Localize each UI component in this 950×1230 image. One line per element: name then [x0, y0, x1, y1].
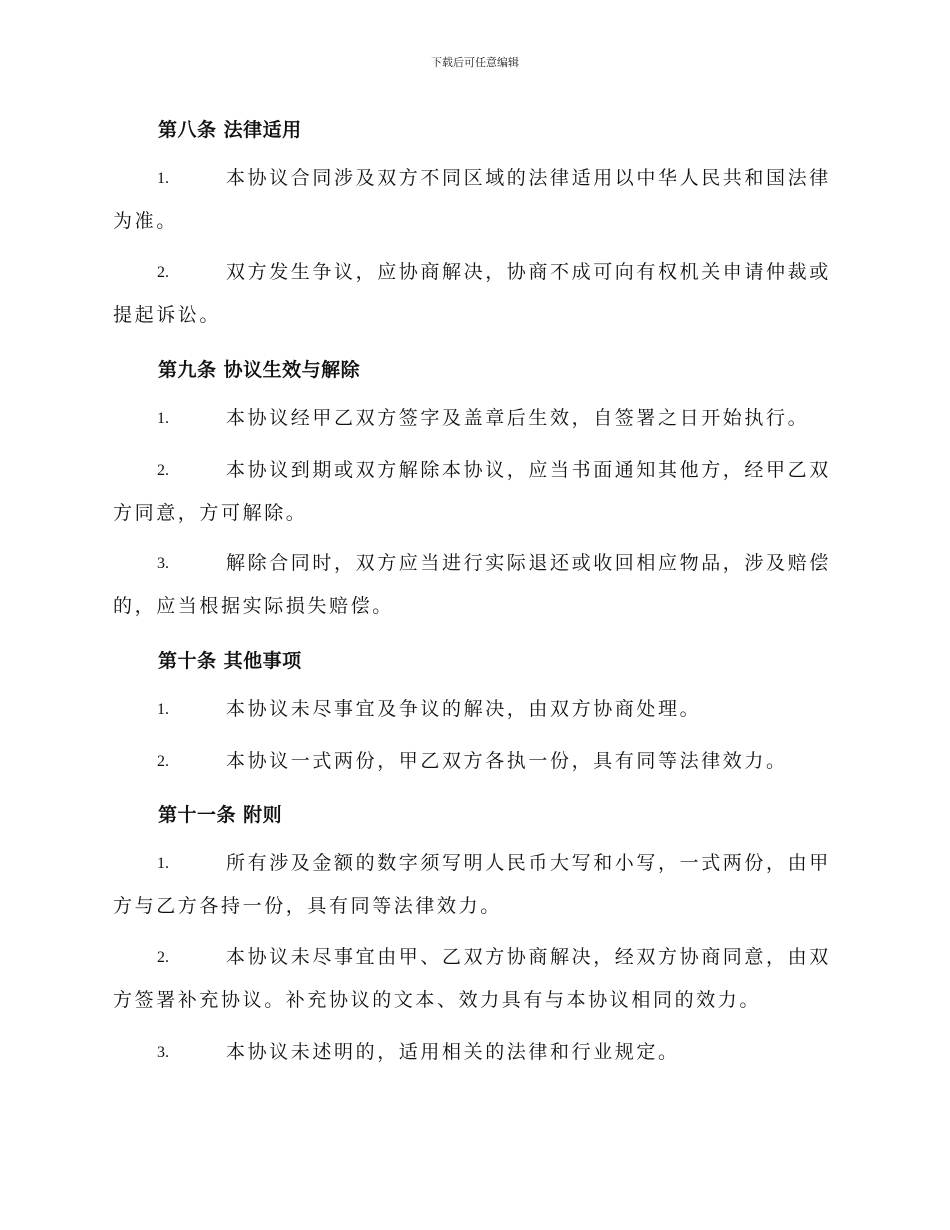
clause-number: 3. [157, 555, 169, 572]
clause-9-1 [113, 397, 833, 440]
clause-number: 1. [157, 410, 169, 427]
clause-text: 本协议未尽事宜及争议的解决，由双方协商处理。 [226, 698, 702, 720]
clause-11-3 [113, 1031, 833, 1074]
clause-number: 2. [157, 264, 169, 281]
clause-text: 本协议一式两份，甲乙双方各执一份，具有同等法律效力。 [226, 750, 788, 772]
page-header-note: 下载后可任意编辑 [431, 56, 519, 69]
clause-text: 本协议合同涉及双方不同区域的法律适用以中华人民共和国法律为准。 [113, 167, 831, 232]
clause-number: 1. [157, 701, 169, 718]
clause-number: 1. [157, 170, 169, 187]
clause-text: 本协议经甲乙双方签字及盖章后生效，自签署之日开始执行。 [226, 407, 810, 429]
section-title-9: 第九条 协议生效与解除 [158, 359, 361, 381]
clause-number: 2. [157, 949, 169, 966]
clause-text: 本协议未述明的，适用相关的法律和行业规定。 [226, 1041, 680, 1063]
clause-10-1 [113, 688, 833, 731]
clause-text: 本协议未尽事宜由甲、乙双方协商解决，经双方协商同意，由双方签署补充协议。补充协议的文本、效力具有与本协议相同的效力。 [113, 946, 831, 1011]
clause-number: 1. [157, 855, 169, 872]
clause-9-3 [113, 542, 833, 628]
clause-number: 3. [157, 1044, 169, 1061]
clause-11-2 [113, 936, 833, 1022]
clause-text: 所有涉及金额的数字须写明人民币大写和小写，一式两份，由甲方与乙方各持一份，具有同等法律效力。 [113, 852, 831, 917]
section-title-11: 第十一条 附则 [158, 804, 283, 826]
clause-11-1 [113, 842, 833, 928]
section-title-8: 第八条 法律适用 [158, 119, 302, 141]
clause-text: 本协议到期或双方解除本协议，应当书面通知其他方，经甲乙双方同意，方可解除。 [113, 459, 831, 524]
clause-8-1 [113, 157, 833, 243]
clause-number: 2. [157, 462, 169, 479]
clause-10-2 [113, 740, 833, 783]
clause-9-2 [113, 449, 833, 535]
clause-text: 双方发生争议，应协商解决，协商不成可向有权机关申请仲裁或提起诉讼。 [113, 261, 831, 326]
section-title-10: 第十条 其他事项 [158, 650, 302, 672]
clause-8-2 [113, 251, 833, 337]
clause-number: 2. [157, 753, 169, 770]
clause-text: 解除合同时，双方应当进行实际退还或收回相应物品，涉及赔偿的，应当根据实际损失赔偿。 [113, 552, 831, 617]
